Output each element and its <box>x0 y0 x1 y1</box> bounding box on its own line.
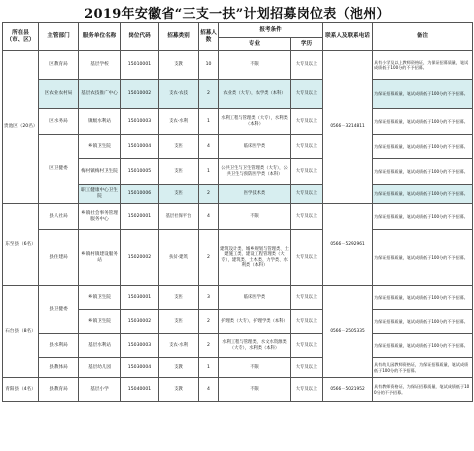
dept-cell: 县卫健委 <box>39 286 79 334</box>
code-cell: 15030002 <box>121 310 159 334</box>
dept-cell: 区卫健委 <box>39 135 79 204</box>
region-cell: 青阳县（4名） <box>3 378 39 402</box>
edu-cell: 大专及以上 <box>291 286 323 310</box>
dept-cell: 县住建局 <box>39 230 79 286</box>
category-cell: 支医 <box>159 159 199 185</box>
code-cell: 15030001 <box>121 286 159 310</box>
category-cell: 支教 <box>159 51 199 80</box>
table-row <box>3 230 473 286</box>
count-cell: 2 <box>199 80 219 109</box>
edu-cell: 大专及以上 <box>291 185 323 204</box>
major-cell: 水利工程与管理类、水文水资源类（大专），水利类（本科） <box>219 334 291 358</box>
code-cell: 15030004 <box>121 358 159 378</box>
major-cell: 不限 <box>219 204 291 230</box>
edu-cell: 大专及以上 <box>291 135 323 159</box>
recruitment-table <box>2 22 473 402</box>
code-cell: 15010002 <box>121 80 159 109</box>
code-cell: 15010001 <box>121 51 159 80</box>
dept-cell: 区教育局 <box>39 51 79 80</box>
edu-cell: 大专及以上 <box>291 204 323 230</box>
major-cell: 临床医学类 <box>219 135 291 159</box>
unit-cell: 乡镇卫生院 <box>79 135 121 159</box>
count-cell: 4 <box>199 135 219 159</box>
header-region: 所在县（市、区） <box>3 23 39 51</box>
unit-cell: 镇级水利站 <box>79 109 121 135</box>
count-cell: 1 <box>199 358 219 378</box>
count-cell: 2 <box>199 185 219 204</box>
remarks-cell: 为保证招募质量，笔试成绩低于100分的不予招募。 <box>373 159 473 185</box>
region-cell: 贵池区（20名） <box>3 51 39 204</box>
remarks-cell: 具有小学及以上教师资格证，为保证招募质量，笔试成绩低于100分的不予招募。 <box>373 51 473 80</box>
page-title: 2019年安徽省“三支一扶”计划招募岗位表（池州） <box>84 7 390 22</box>
unit-cell: 基层学校 <box>79 51 121 80</box>
category-cell: 支医 <box>159 286 199 310</box>
count-cell: 2 <box>199 230 219 286</box>
category-cell: 支农-水利 <box>159 334 199 358</box>
edu-cell: 大专及以上 <box>291 378 323 402</box>
category-cell: 支教 <box>159 378 199 402</box>
header-major: 专业 <box>219 38 291 51</box>
table-row <box>3 378 473 402</box>
table-row <box>3 358 473 378</box>
dept-cell: 县人社局 <box>39 204 79 230</box>
count-cell: 2 <box>199 334 219 358</box>
remarks-cell: 为保证招募质量，笔试成绩低于100分的不予招募。 <box>373 310 473 334</box>
region-cell: 石台县（8名） <box>3 286 39 378</box>
dept-cell: 区农业农村局 <box>39 80 79 109</box>
edu-cell: 大专及以上 <box>291 109 323 135</box>
table-row <box>3 286 473 310</box>
edu-cell: 大专及以上 <box>291 80 323 109</box>
header-count: 招募人数 <box>199 23 219 51</box>
header-conditions: 报考条件 <box>219 23 323 38</box>
category-cell: 支教 <box>159 358 199 378</box>
table-row <box>3 204 473 230</box>
code-cell: 15040001 <box>121 378 159 402</box>
unit-cell: 基层幼儿园 <box>79 358 121 378</box>
remarks-cell: 为保证招募质量，笔试成绩低于100分的不予招募。 <box>373 204 473 230</box>
header-category: 招募类别 <box>159 23 199 51</box>
header-contact: 联系人及联系电话 <box>323 23 373 51</box>
category-cell: 支医 <box>159 135 199 159</box>
code-cell: 15010006 <box>121 185 159 204</box>
header-remarks: 备注 <box>373 23 473 51</box>
header-code: 岗位代码 <box>121 23 159 51</box>
remarks-cell: 为保证招募质量，笔试成绩低于100分的不予招募。 <box>373 135 473 159</box>
unit-cell: 梅村镇梅村卫生院 <box>79 159 121 185</box>
header-dept: 主管部门 <box>39 23 79 51</box>
remarks-cell: 为保证招募质量，笔试成绩低于100分的不予招募。 <box>373 286 473 310</box>
count-cell: 1 <box>199 109 219 135</box>
edu-cell: 大专及以上 <box>291 358 323 378</box>
remarks-cell: 具有教师资格证，为保证招募质量，笔试成绩低于100分的不予招募。 <box>373 378 473 402</box>
table-row <box>3 135 473 159</box>
category-cell: 支农-农技 <box>159 80 199 109</box>
major-cell: 不限 <box>219 51 291 80</box>
contact-cell: 0566－5021952 <box>323 378 373 402</box>
count-cell: 10 <box>199 51 219 80</box>
code-cell: 15030003 <box>121 334 159 358</box>
category-cell: 基层社保平台 <box>159 204 199 230</box>
dept-cell: 县水利局 <box>39 334 79 358</box>
unit-cell: 职工健康中心卫生院 <box>79 185 121 204</box>
category-cell: 支医 <box>159 310 199 334</box>
contact-cell: 0566－3214811 <box>323 51 373 204</box>
header-unit: 服务单位名称 <box>79 23 121 51</box>
table-row <box>3 334 473 358</box>
code-cell: 15010003 <box>121 109 159 135</box>
major-cell: 医学技术类 <box>219 185 291 204</box>
unit-cell: 乡镇卫生院 <box>79 286 121 310</box>
unit-cell: 乡镇卫生院 <box>79 310 121 334</box>
major-cell: 不限 <box>219 358 291 378</box>
edu-cell: 大专及以上 <box>291 51 323 80</box>
remarks-cell: 具有幼儿园教师资格证，为保证招募质量，笔试成绩低于100分的不予招募。 <box>373 358 473 378</box>
edu-cell: 大专及以上 <box>291 159 323 185</box>
dept-cell: 县教体局 <box>39 358 79 378</box>
contact-cell: 0566－2505335 <box>323 286 373 378</box>
major-cell: 建筑设计类、城乡规划与管理类、土建施工类、建设工程管理类（大专），建筑类、土木类、力学类、水利类（本科） <box>219 230 291 286</box>
unit-cell: 乡镇村镇建设服务站 <box>79 230 121 286</box>
edu-cell: 大专及以上 <box>291 334 323 358</box>
dept-cell: 县教育局 <box>39 378 79 402</box>
code-cell: 15020002 <box>121 230 159 286</box>
code-cell: 15010005 <box>121 159 159 185</box>
table-row <box>3 80 473 109</box>
code-cell: 15020001 <box>121 204 159 230</box>
major-cell: 护理类（大专），护理学类（本科） <box>219 310 291 334</box>
count-cell: 4 <box>199 378 219 402</box>
category-cell: 扶贫-建筑 <box>159 230 199 286</box>
remarks-cell: 为保证招募质量，笔试成绩低于100分的不予招募。 <box>373 334 473 358</box>
remarks-cell: 为保证招募质量，笔试成绩低于100分的不予招募。 <box>373 80 473 109</box>
code-cell: 15010004 <box>121 135 159 159</box>
remarks-cell: 为保证招募质量，笔试成绩低于100分的不予招募。 <box>373 185 473 204</box>
dept-cell: 区水务局 <box>39 109 79 135</box>
region-cell: 东至县（6名） <box>3 204 39 286</box>
edu-cell: 大专及以上 <box>291 310 323 334</box>
unit-cell: 基层水利站 <box>79 334 121 358</box>
contact-cell: 0566－5292961 <box>323 204 373 286</box>
count-cell: 4 <box>199 204 219 230</box>
unit-cell: 基层农技推广中心 <box>79 80 121 109</box>
major-cell: 公共卫生与卫生管理类（大专），公共卫生与预防医学类（本科） <box>219 159 291 185</box>
edu-cell: 大专及以上 <box>291 230 323 286</box>
major-cell: 临床医学类 <box>219 286 291 310</box>
remarks-cell: 为保证招募质量，笔试成绩低于100分的不予招募。 <box>373 230 473 286</box>
remarks-cell: 为保证招募质量，笔试成绩低于100分的不予招募。 <box>373 109 473 135</box>
major-cell: 农业类（大专），农学类（本科） <box>219 80 291 109</box>
category-cell: 支医 <box>159 185 199 204</box>
category-cell: 支农-水利 <box>159 109 199 135</box>
major-cell: 不限 <box>219 378 291 402</box>
header-edu: 学历 <box>291 38 323 51</box>
unit-cell: 乡镇社会事务管理服务中心 <box>79 204 121 230</box>
count-cell: 2 <box>199 310 219 334</box>
major-cell: 水利工程与管理类（大专），水利类（本科） <box>219 109 291 135</box>
count-cell: 1 <box>199 159 219 185</box>
table-row <box>3 109 473 135</box>
table-row <box>3 51 473 80</box>
count-cell: 3 <box>199 286 219 310</box>
unit-cell: 基层小学 <box>79 378 121 402</box>
